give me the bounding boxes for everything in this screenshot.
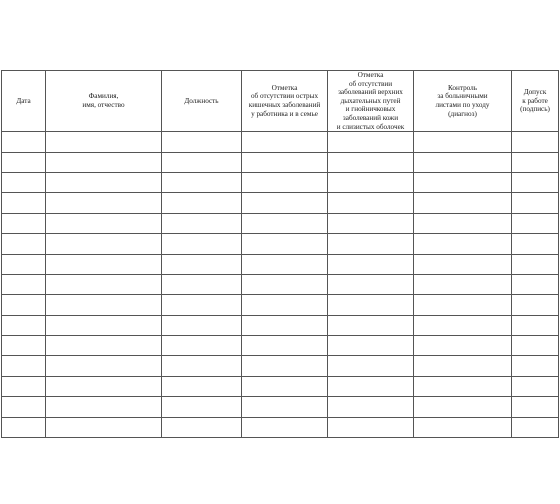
table-row: [2, 417, 559, 437]
respiratory-skin-diseases-cell[interactable]: [328, 274, 414, 294]
respiratory-skin-diseases-cell[interactable]: [328, 315, 414, 335]
sick-leave-control-cell[interactable]: [414, 172, 512, 192]
column-header-respiratory-skin-diseases: [328, 71, 414, 132]
position-cell[interactable]: [162, 193, 242, 213]
date-cell[interactable]: [2, 274, 46, 294]
intestinal-diseases-cell[interactable]: [242, 274, 328, 294]
sick-leave-control-cell[interactable]: [414, 132, 512, 152]
intestinal-diseases-cell[interactable]: [242, 213, 328, 233]
sick-leave-control-cell[interactable]: [414, 315, 512, 335]
column-header-text: Отметка об отсутствии заболеваний верхних дыхательных путей и гнойничковых заболеваний кожи и слизистых оболочек: [336, 71, 405, 131]
work-admission-cell[interactable]: [512, 274, 559, 294]
column-header-text: Должность: [184, 96, 219, 105]
intestinal-diseases-cell[interactable]: [242, 397, 328, 417]
work-admission-cell[interactable]: [512, 315, 559, 335]
work-admission-cell[interactable]: [512, 234, 559, 254]
column-header-text: Контроль за больничными листами по уходу (диагноз): [435, 83, 490, 118]
full-name-cell[interactable]: [46, 132, 162, 152]
column-header-text: Фамилия, имя, отчество: [82, 92, 125, 110]
full-name-cell[interactable]: [46, 397, 162, 417]
date-cell[interactable]: [2, 132, 46, 152]
table-row: [2, 132, 559, 152]
date-cell[interactable]: [2, 254, 46, 274]
column-header-work-admission: [512, 71, 559, 132]
table-row: [2, 254, 559, 274]
table-row: [2, 193, 559, 213]
work-admission-cell[interactable]: [512, 172, 559, 192]
full-name-cell[interactable]: [46, 234, 162, 254]
full-name-cell[interactable]: [46, 376, 162, 396]
table-row: [2, 274, 559, 294]
date-cell[interactable]: [2, 376, 46, 396]
column-header-intestinal-diseases: [242, 71, 328, 132]
date-cell[interactable]: [2, 213, 46, 233]
work-admission-cell[interactable]: [512, 152, 559, 172]
full-name-cell[interactable]: [46, 336, 162, 356]
full-name-cell[interactable]: [46, 172, 162, 192]
full-name-cell[interactable]: [46, 417, 162, 437]
respiratory-skin-diseases-cell[interactable]: [328, 356, 414, 376]
full-name-cell[interactable]: [46, 315, 162, 335]
work-admission-cell[interactable]: [512, 295, 559, 315]
header-row: [2, 71, 559, 132]
date-cell[interactable]: [2, 397, 46, 417]
sick-leave-control-cell[interactable]: [414, 376, 512, 396]
respiratory-skin-diseases-cell[interactable]: [328, 376, 414, 396]
table-row: [2, 152, 559, 172]
sick-leave-control-cell[interactable]: [414, 213, 512, 233]
column-header-text: Дата: [16, 96, 31, 105]
full-name-cell[interactable]: [46, 152, 162, 172]
position-cell[interactable]: [162, 234, 242, 254]
date-cell[interactable]: [2, 336, 46, 356]
position-cell[interactable]: [162, 356, 242, 376]
journal-body: [2, 132, 559, 438]
respiratory-skin-diseases-cell[interactable]: [328, 132, 414, 152]
work-admission-cell[interactable]: [512, 213, 559, 233]
sick-leave-control-cell[interactable]: [414, 234, 512, 254]
respiratory-skin-diseases-cell[interactable]: [328, 397, 414, 417]
work-admission-cell[interactable]: [512, 376, 559, 396]
respiratory-skin-diseases-cell[interactable]: [328, 213, 414, 233]
sick-leave-control-cell[interactable]: [414, 295, 512, 315]
intestinal-diseases-cell[interactable]: [242, 152, 328, 172]
work-admission-cell[interactable]: [512, 254, 559, 274]
date-cell[interactable]: [2, 172, 46, 192]
full-name-cell[interactable]: [46, 356, 162, 376]
table-row: [2, 172, 559, 192]
column-header-text: Допуск к работе (подпись): [520, 88, 550, 114]
intestinal-diseases-cell[interactable]: [242, 132, 328, 152]
sick-leave-control-cell[interactable]: [414, 254, 512, 274]
full-name-cell[interactable]: [46, 213, 162, 233]
full-name-cell[interactable]: [46, 254, 162, 274]
table-row: [2, 315, 559, 335]
column-header-sick-leave-control: [414, 71, 512, 132]
position-cell[interactable]: [162, 254, 242, 274]
respiratory-skin-diseases-cell[interactable]: [328, 336, 414, 356]
intestinal-diseases-cell[interactable]: [242, 315, 328, 335]
respiratory-skin-diseases-cell[interactable]: [328, 234, 414, 254]
table-row: [2, 336, 559, 356]
intestinal-diseases-cell[interactable]: [242, 295, 328, 315]
position-cell[interactable]: [162, 274, 242, 294]
table-row: [2, 295, 559, 315]
date-cell[interactable]: [2, 234, 46, 254]
full-name-cell[interactable]: [46, 295, 162, 315]
intestinal-diseases-cell[interactable]: [242, 417, 328, 437]
table-row: [2, 397, 559, 417]
table-row: [2, 234, 559, 254]
intestinal-diseases-cell[interactable]: [242, 254, 328, 274]
intestinal-diseases-cell[interactable]: [242, 193, 328, 213]
column-header-date: [2, 71, 46, 132]
respiratory-skin-diseases-cell[interactable]: [328, 295, 414, 315]
position-cell[interactable]: [162, 132, 242, 152]
respiratory-skin-diseases-cell[interactable]: [328, 417, 414, 437]
position-cell[interactable]: [162, 336, 242, 356]
sick-leave-control-cell[interactable]: [414, 336, 512, 356]
intestinal-diseases-cell[interactable]: [242, 172, 328, 192]
position-cell[interactable]: [162, 152, 242, 172]
position-cell[interactable]: [162, 172, 242, 192]
position-cell[interactable]: [162, 295, 242, 315]
position-cell[interactable]: [162, 315, 242, 335]
respiratory-skin-diseases-cell[interactable]: [328, 254, 414, 274]
sick-leave-control-cell[interactable]: [414, 193, 512, 213]
intestinal-diseases-cell[interactable]: [242, 336, 328, 356]
health-journal-table: [1, 70, 559, 438]
table-row: [2, 356, 559, 376]
sick-leave-control-cell[interactable]: [414, 417, 512, 437]
work-admission-cell[interactable]: [512, 356, 559, 376]
full-name-cell[interactable]: [46, 274, 162, 294]
work-admission-cell[interactable]: [512, 397, 559, 417]
position-cell[interactable]: [162, 397, 242, 417]
work-admission-cell[interactable]: [512, 417, 559, 437]
sick-leave-control-cell[interactable]: [414, 152, 512, 172]
table-row: [2, 376, 559, 396]
work-admission-cell[interactable]: [512, 132, 559, 152]
work-admission-cell[interactable]: [512, 193, 559, 213]
date-cell[interactable]: [2, 356, 46, 376]
sick-leave-control-cell[interactable]: [414, 356, 512, 376]
position-cell[interactable]: [162, 213, 242, 233]
table-row: [2, 213, 559, 233]
sick-leave-control-cell[interactable]: [414, 397, 512, 417]
column-header-full-name: [46, 71, 162, 132]
full-name-cell[interactable]: [46, 193, 162, 213]
intestinal-diseases-cell[interactable]: [242, 376, 328, 396]
intestinal-diseases-cell[interactable]: [242, 356, 328, 376]
work-admission-cell[interactable]: [512, 336, 559, 356]
column-header-position: [162, 71, 242, 132]
date-cell[interactable]: [2, 417, 46, 437]
position-cell[interactable]: [162, 376, 242, 396]
column-header-text: Отметка об отсутствии острых кишечных заболеваний у работника и в семье: [248, 83, 321, 118]
intestinal-diseases-cell[interactable]: [242, 234, 328, 254]
sick-leave-control-cell[interactable]: [414, 274, 512, 294]
respiratory-skin-diseases-cell[interactable]: [328, 152, 414, 172]
journal-sheet: [1, 70, 558, 438]
respiratory-skin-diseases-cell[interactable]: [328, 193, 414, 213]
date-cell[interactable]: [2, 315, 46, 335]
respiratory-skin-diseases-cell[interactable]: [328, 172, 414, 192]
date-cell[interactable]: [2, 295, 46, 315]
date-cell[interactable]: [2, 193, 46, 213]
position-cell[interactable]: [162, 417, 242, 437]
date-cell[interactable]: [2, 152, 46, 172]
